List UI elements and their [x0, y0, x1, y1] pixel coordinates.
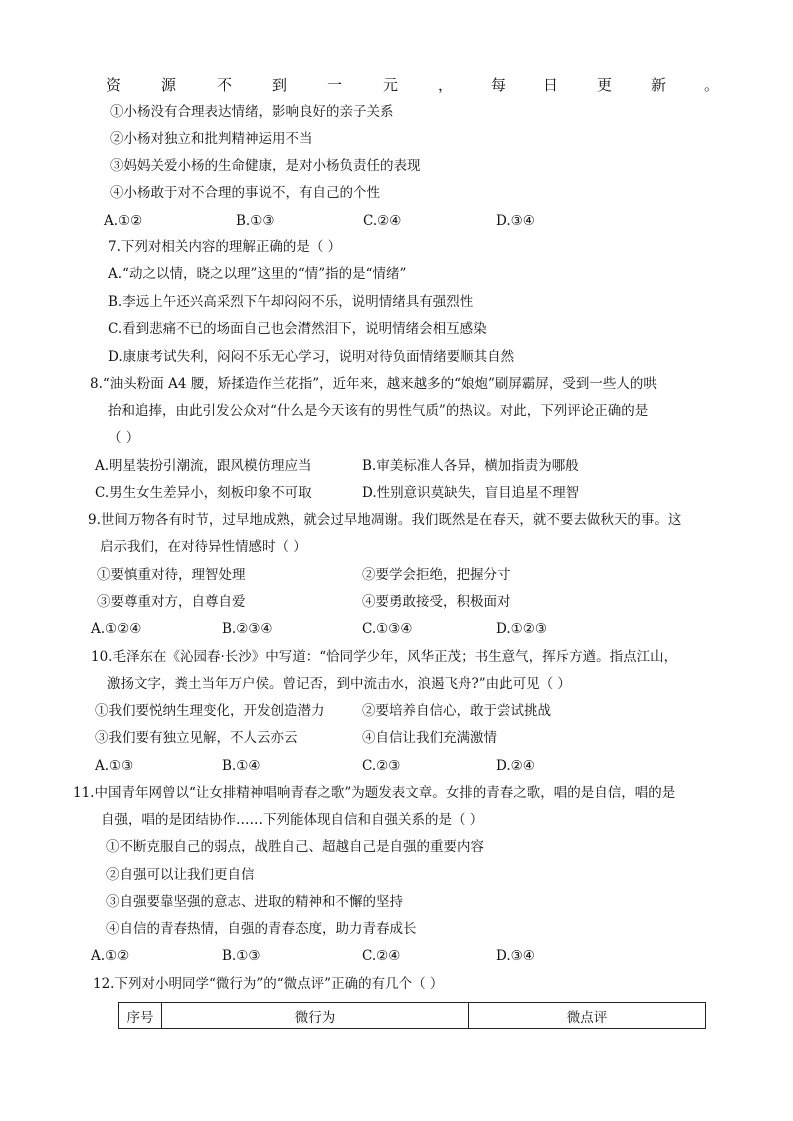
header-char: 新 [651, 76, 667, 94]
q7-option-c[interactable]: C.看到悲痛不已的场面自己也会潸然泪下，说明情绪会相互感染 [108, 321, 487, 337]
q11-item-4: ④自信的青春热情，自强的青春态度，助力青春成长 [106, 921, 417, 937]
q11-stem-line-2: 自强，唱的是团结协作……下列能体现自信和自强关系的是（ ） [101, 812, 484, 828]
q10-item-2: ②要培养自信心，敢于尝试挑战 [362, 703, 551, 719]
q9-option-b[interactable]: B.②③④ [222, 621, 273, 637]
q11-item-1: ①不断克服自己的弱点，战胜自己、超越自己是自强的重要内容 [106, 839, 484, 855]
header-char: 资 [106, 76, 122, 94]
q6-item-4: ④小杨敢于对不合理的事说不，有自己的个性 [110, 185, 380, 201]
q9-stem-line-1: 9.世间万物各有时节，过早地成熟，就会过早地凋谢。我们既然是在春天，就不要去做秋天的事。这 [88, 512, 682, 528]
header-char: 到 [272, 76, 288, 94]
q7-option-d[interactable]: D.康康考试失利，闷闷不乐无心学习，说明对待负面情绪要顺其自然 [108, 349, 515, 365]
q6-option-c[interactable]: C.②④ [363, 213, 402, 229]
q10-item-3: ③我们要有独立见解，不人云亦云 [95, 730, 298, 746]
q11-stem-line-1: 11.中国青年网曾以“让女排精神唱响青春之歌”为题发表文章。女排的青春之歌，唱的是自信，唱的是 [73, 785, 676, 801]
q9-item-4: ④要勇敢接受，积极面对 [362, 594, 511, 610]
q9-option-c[interactable]: C.①③④ [362, 621, 413, 637]
header-char: 日 [543, 76, 559, 94]
q6-option-b[interactable]: B.①③ [236, 213, 275, 229]
q10-option-c[interactable]: C.②③ [362, 758, 401, 774]
q11-option-d[interactable]: D.③④ [496, 948, 535, 964]
q8-option-b[interactable]: B.审美标准人各异，横加指责为哪般 [362, 458, 579, 474]
header-char: 。 [704, 76, 720, 94]
q8-stem-line-1: 8.“油头粉面 A4 腰，矫揉造作兰花指”，近年来，越来越多的“娘炮”刷屏霸屏，受到一些人的哄 [90, 376, 657, 392]
q8-option-d[interactable]: D.性别意识莫缺失，盲目追星不理智 [362, 485, 580, 501]
header-spread-line [106, 74, 718, 96]
q9-item-3: ③要尊重对方，自尊自爱 [97, 594, 246, 610]
header-char: 每 [491, 76, 507, 94]
q6-option-d[interactable]: D.③④ [496, 213, 535, 229]
q10-stem-line-2: 激扬文字，粪土当年万户侯。曾记否，到中流击水，浪遏飞舟?”由此可见（ ） [107, 676, 571, 692]
q7-stem: 7.下列对相关内容的理解正确的是（ ） [108, 239, 342, 255]
header-char: 不 [217, 76, 233, 94]
q10-option-a[interactable]: A.①③ [95, 758, 134, 774]
header-char: 元 [383, 76, 399, 94]
q9-option-d[interactable]: D.①②③ [496, 621, 547, 637]
header-char: 源 [161, 76, 177, 94]
q7-option-b[interactable]: B.李远上午还兴高采烈下午却闷闷不乐，说明情绪具有强烈性 [108, 294, 474, 310]
q11-option-c[interactable]: C.②④ [362, 948, 401, 964]
q6-item-1: ①小杨没有合理表达情绪，影响良好的亲子关系 [110, 104, 394, 120]
q10-option-d[interactable]: D.②④ [496, 758, 535, 774]
q8-option-a[interactable]: A.明星装扮引潮流，跟风模仿理应当 [95, 458, 312, 474]
q10-item-4: ④自信让我们充满激情 [362, 730, 497, 746]
header-char: 更 [597, 76, 613, 94]
table-header-row [119, 1003, 706, 1029]
q11-option-b[interactable]: B.①③ [222, 948, 261, 964]
q6-item-2: ②小杨对独立和批判精神运用不当 [110, 131, 313, 147]
q9-stem-line-2: 启示我们，在对待异性情感时（ ） [100, 539, 307, 555]
q9-item-2: ②要学会拒绝，把握分寸 [362, 567, 511, 583]
q10-option-b[interactable]: B.①④ [222, 758, 261, 774]
q8-stem-line-3: （ ） [108, 430, 140, 446]
q11-item-2: ②自强可以让我们更自信 [106, 867, 255, 883]
q6-option-a[interactable]: A.①② [104, 213, 143, 229]
q10-item-1: ①我们要悦纳生理变化，开发创造潜力 [95, 703, 325, 719]
q11-item-3: ③自强要靠坚强的意志、进取的精神和不懈的坚持 [106, 894, 403, 910]
table-header-comment: 微点评 [469, 1003, 706, 1029]
header-char: ， [438, 76, 454, 94]
table-header-index: 序号 [119, 1003, 162, 1029]
q8-stem-line-2: 抬和追捧，由此引发公众对“什么是今天该有的男性气质”的热议。对此，下列评论正确的是 [108, 403, 649, 419]
q12-table [118, 1002, 706, 1029]
q11-option-a[interactable]: A.①② [91, 948, 130, 964]
q9-item-1: ①要慎重对待，理智处理 [97, 567, 246, 583]
q12-stem: 12.下列对小明同学“微行为”的“微点评”正确的有几个（ ） [93, 976, 444, 992]
q7-option-a[interactable]: A.“动之以情，晓之以理”这里的“情”指的是“情绪” [108, 266, 407, 282]
q8-option-c[interactable]: C.男生女生差异小，刻板印象不可取 [95, 485, 312, 501]
q10-stem-line-1: 10.毛泽东在《沁园春·长沙》中写道：“恰同学少年，风华正茂；书生意气，挥斥方遒。指点江山， [91, 649, 678, 665]
q9-option-a[interactable]: A.①②④ [91, 621, 142, 637]
table-header-behavior: 微行为 [162, 1003, 469, 1029]
q6-item-3: ③妈妈关爱小杨的生命健康，是对小杨负责任的表现 [110, 158, 421, 174]
header-char: 一 [327, 76, 343, 94]
